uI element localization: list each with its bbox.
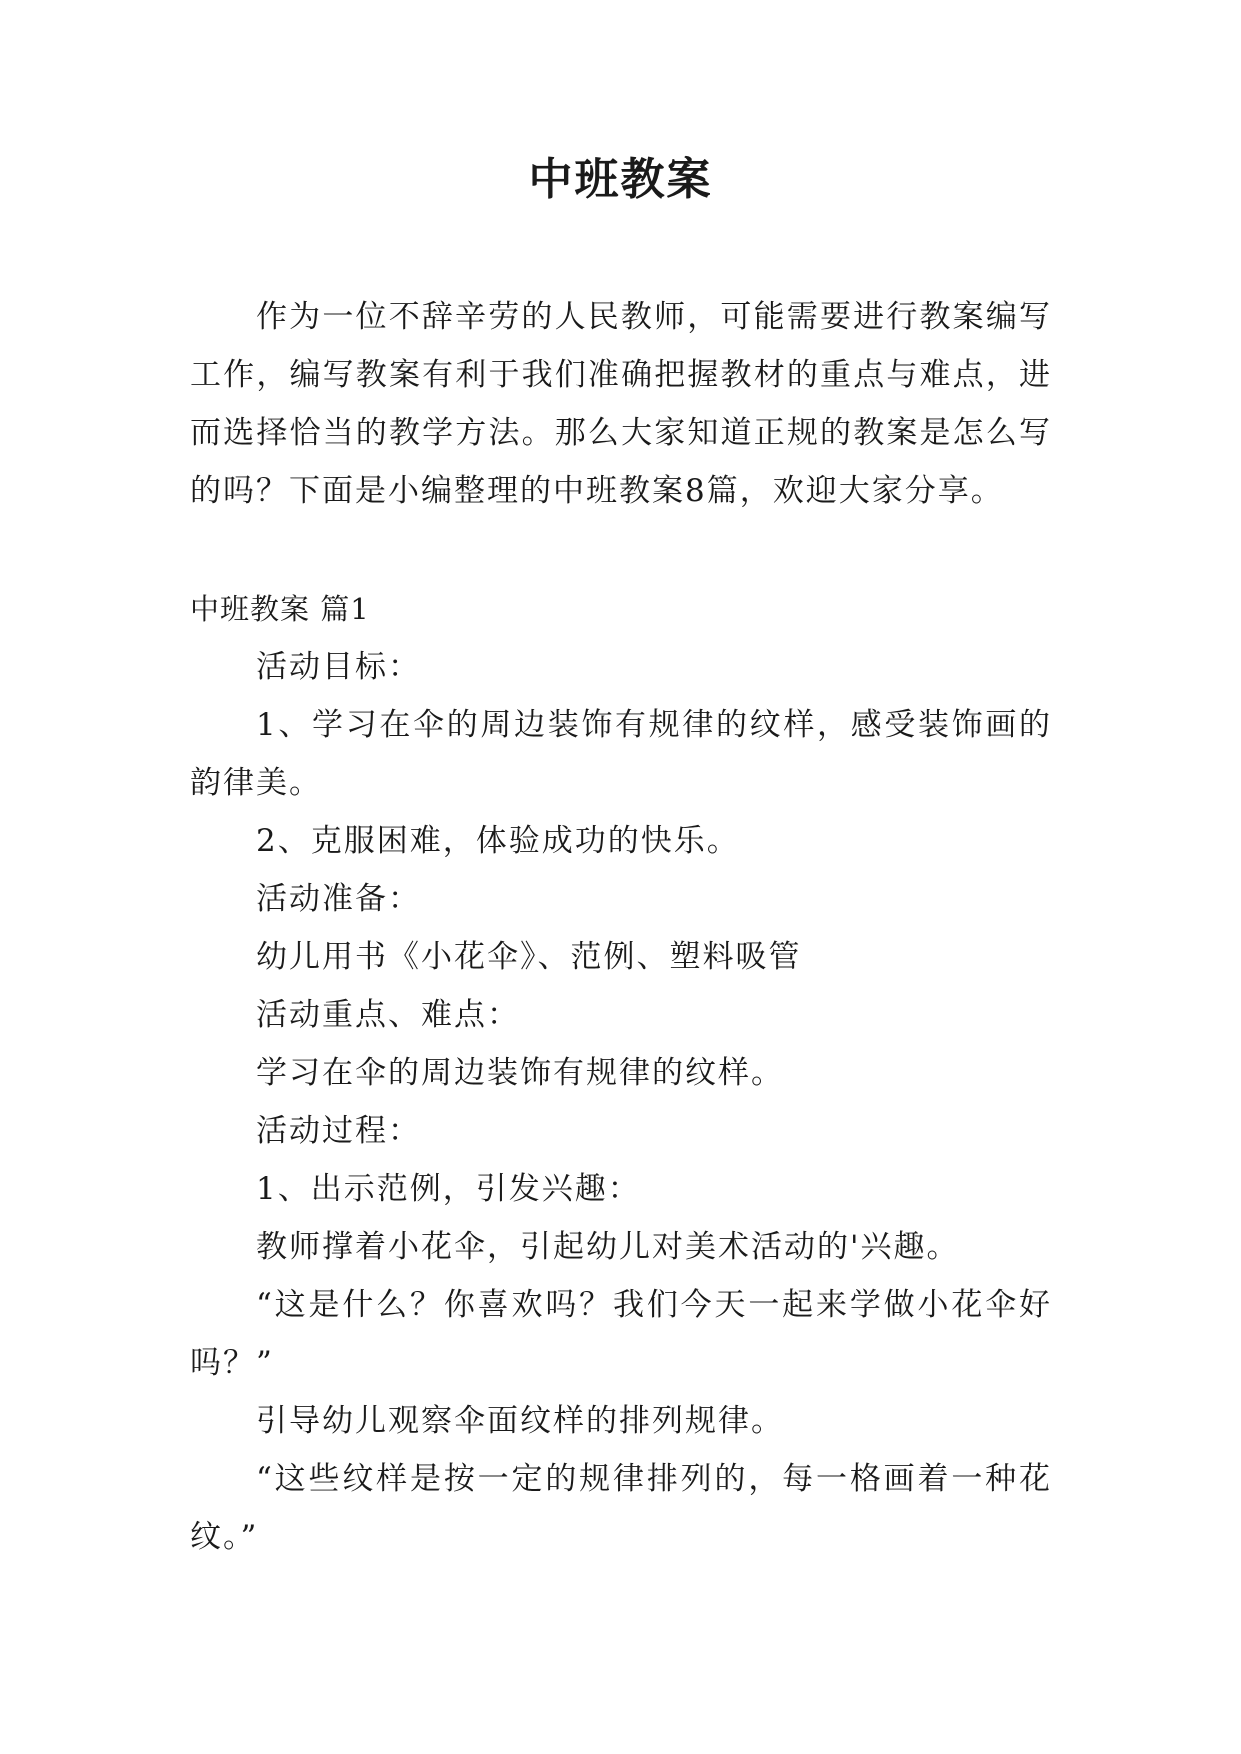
paragraph-key-points: 学习在伞的周边装饰有规律的纹样。 — [256, 1055, 784, 1091]
paragraph-preparation-label: 活动准备： — [256, 881, 421, 917]
document-title: 中班教案 — [528, 154, 713, 205]
paragraph-observe: 引导幼儿观察伞面纹样的排列规律。 — [256, 1403, 784, 1439]
intro-paragraph: 作为一位不辞辛劳的人民教师，可能需要进行教案编写工作，编写教案有利于我们准确把握教材的重点与难点，进而选择恰当的教学方法。那么大家知道正规的教案是怎么写的吗？下面是小编整理的中班教案8篇，欢迎大家分享。 — [190, 299, 1052, 509]
paragraph-preparation-materials: 幼儿用书《小花伞》、范例、塑料吸管 — [256, 939, 802, 975]
paragraph-step-1: 1、出示范例，引发兴趣： — [256, 1171, 641, 1207]
paragraph-quote-2: “这些纹样是按一定的规律排列的，每一格画着一种花纹。” — [190, 1461, 1052, 1555]
paragraph-process-label: 活动过程： — [256, 1113, 421, 1149]
section-1 — [190, 580, 1052, 1566]
paragraph-step-1-detail: 教师撑着小花伞，引起幼儿对美术活动的'兴趣。 — [256, 1229, 960, 1265]
paragraph-goal-1: 1、学习在伞的周边装饰有规律的纹样，感受装饰画的韵律美。 — [190, 707, 1052, 801]
paragraph-key-points-label: 活动重点、难点： — [256, 997, 520, 1033]
paragraph-activity-goals-label: 活动目标： — [256, 649, 421, 685]
paragraph-goal-2: 2、克服困难，体验成功的快乐。 — [256, 823, 740, 859]
section-heading: 中班教案 篇1 — [190, 592, 370, 626]
paragraph-quote-1: “这是什么？你喜欢吗？我们今天一起来学做小花伞好吗？” — [190, 1287, 1052, 1381]
